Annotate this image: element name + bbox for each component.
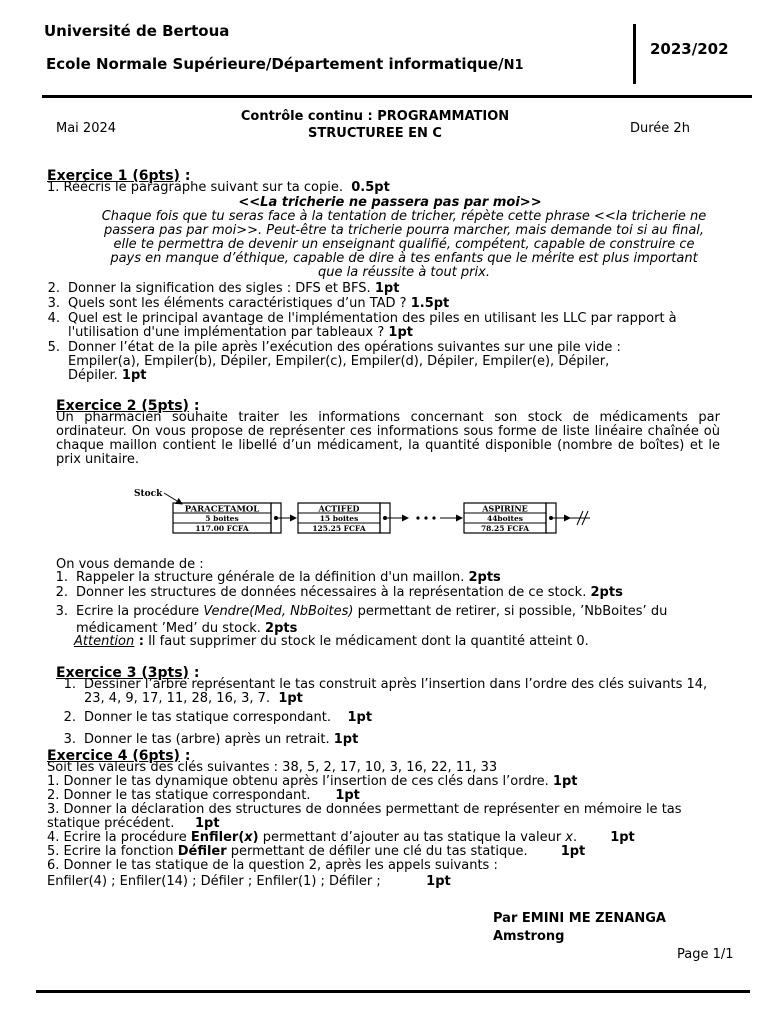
- ex4-q4-text-b: permettant d’ajouter au tas statique la valeur: [258, 830, 566, 845]
- ex1-q3-number: 3.: [47, 296, 60, 311]
- ex3-q1-number: 1.: [63, 677, 76, 692]
- ex4-q2-text: 2. Donner le tas statique correspondant.: [47, 788, 311, 803]
- ex2-q3-text-a: Ecrire la procédure: [76, 604, 204, 619]
- ex4-question-3: [47, 803, 687, 831]
- null-ground-icon: [570, 511, 590, 525]
- quote-title: <<La tricherie ne passera pas par moi>>: [238, 195, 542, 210]
- ellipsis-dots: [416, 516, 435, 519]
- ex1-question-list: [38, 282, 718, 383]
- header-rule: [42, 95, 752, 98]
- university-name: Université de Bertoua: [44, 22, 230, 40]
- ex1-q3-points: 1.5pt: [410, 296, 450, 311]
- ex4-q5-points: 1pt: [560, 844, 586, 859]
- ex2-q3-text-b: permettant de retirer, si possible, ’NbBoites’ du médicament ’Med’ du stock.: [76, 604, 668, 636]
- header-vertical-divider: [633, 24, 636, 84]
- ex1-q2-points: 1pt: [374, 281, 400, 296]
- ex1-question-4: [38, 312, 718, 340]
- ex1-question-2: [38, 282, 718, 296]
- ex2-q3-procedure: Vendre(Med, NbBoites): [203, 604, 354, 619]
- course-title-line-1: Contrôle continu : PROGRAMMATION: [240, 109, 510, 124]
- academic-year: 2023/202: [650, 40, 729, 58]
- ex2-question-list: [46, 571, 718, 637]
- ex1-q4-points: 1pt: [388, 325, 413, 340]
- ex2-q2-number: 2.: [55, 585, 68, 600]
- ex3-question-list: [54, 678, 714, 747]
- attention-label: Attention: [74, 634, 135, 649]
- ex3-q3-points: 1pt: [333, 732, 359, 747]
- node-1-price: 117.00 FCFA: [195, 524, 249, 533]
- ex4-q3-points: 1pt: [195, 816, 220, 831]
- exercise-2-title: Exercice 2 (5pts): [56, 398, 189, 414]
- ex2-question-3: [46, 603, 718, 637]
- school-name: Ecole Normale Supérieure/Département informatique/: [46, 55, 504, 73]
- ex3-question-1: [54, 678, 714, 706]
- stock-label: Stock: [134, 489, 163, 499]
- exercise-4-title: Exercice 4 (6pts): [47, 748, 180, 764]
- ex4-q5-text-a: 5. Ecrire la fonction: [47, 844, 178, 859]
- ex1-q4-number: 4.: [47, 311, 60, 326]
- node-3-name: ASPIRINE: [482, 503, 528, 514]
- ex4-body: [47, 761, 727, 889]
- ex2-question-1: [46, 571, 718, 585]
- quote-body: Chaque fois que tu seras face à la tentation de tricher, répète cette phrase <<la tricherie ne passera pas par moi>>. Peut-être ta tricherie pourra marcher, mais demande toi si au final, elle te permettra de devenir un enseignant qualifié, compétent, capable de construire ce pays en manque d’éthique, capable de dire à tes enfants que le mérite est plus important que la réussite à tout prix.: [101, 209, 707, 280]
- exercise-3-title-colon: :: [188, 665, 200, 681]
- node-3-next-dot: [549, 516, 553, 520]
- node-3-quantity: 44boites: [487, 514, 523, 523]
- node-1-next-dot: [274, 516, 278, 520]
- stock-linked-list-diagram: [120, 482, 610, 540]
- attention-colon: :: [134, 634, 144, 649]
- ex1-q3-text: Quels sont les éléments caractéristiques d’un TAD ?: [68, 296, 407, 311]
- node-2-next-dot: [383, 516, 387, 520]
- node-1-quantity: 5 boites: [205, 514, 239, 523]
- ex2-q1-text: Rappeler la structure générale de la définition d'un maillon.: [76, 570, 465, 585]
- ex1-q4-text: Quel est le principal avantage de l'implémentation des piles en utilisant les LLC par rapport à l'utilisation d'une implémentation par tableaux ?: [68, 311, 677, 340]
- ex3-q3-number: 3.: [63, 732, 76, 747]
- node-2-price: 125.25 FCFA: [312, 524, 366, 533]
- ex2-q3-points: 2pts: [265, 621, 298, 636]
- ex4-q6-points: 1pt: [426, 874, 451, 889]
- ex4-q4-enfiler-close: ): [252, 830, 259, 845]
- exercise-1-title-colon: :: [179, 168, 191, 184]
- exercise-1-title: Exercice 1 (6pts): [47, 168, 180, 184]
- ex3-q2-number: 2.: [63, 710, 76, 725]
- ex4-q1-text: 1. Donner le tas dynamique obtenu après l’insertion de ces clés dans l’ordre.: [47, 774, 549, 789]
- exam-duration: Durée 2h: [630, 121, 690, 136]
- exercise-3-title: Exercice 3 (3pts): [56, 665, 189, 681]
- page-number: Page 1/1: [677, 947, 734, 962]
- ex3-question-2: [54, 711, 714, 725]
- ex1-q5-points: 1pt: [121, 368, 147, 383]
- ex4-q4-param: x: [244, 830, 253, 845]
- ex4-question-1: [47, 775, 727, 789]
- ex4-q4-text-c: .: [573, 830, 578, 845]
- ex2-q1-points: 2pts: [468, 570, 501, 585]
- ex4-q4-enfiler: Enfiler(: [190, 830, 245, 845]
- ex3-q3-text: Donner le tas (arbre) après un retrait.: [84, 732, 330, 747]
- exam-date: Mai 2024: [56, 121, 117, 136]
- ex2-intro: Un pharmacien souhaite traiter les informations concernant son stock de médicaments par ordinateur. On vous propose de représenter ces informations sous forme de liste linéaire chaînée où chaque maillon contient le libellé d’un médicament, la quantité disponible (nombre de boîtes) et le prix unitaire.: [56, 410, 720, 467]
- course-title: [200, 108, 550, 142]
- footer-rule: [36, 990, 750, 993]
- ex4-q1-points: 1pt: [552, 774, 578, 789]
- ex3-q1-text: Dessiner l’arbre représentant le tas construit après l’insertion dans l’ordre des clés suivants 14, 23, 4, 9, 17, 11, 28, 16, 3, 7.: [84, 677, 708, 706]
- ex1-question-5: [38, 341, 638, 383]
- ex4-q4-value: x: [565, 830, 573, 845]
- node-2-quantity: 15 boites: [319, 514, 359, 523]
- list-node-actifed: [298, 503, 390, 533]
- ex4-question-4: [47, 831, 727, 845]
- ex4-question-2: [47, 789, 727, 803]
- ex4-q3-text: 3. Donner la déclaration des structures de données permettant de représenter en mémoire le tas statique précédent.: [47, 802, 682, 831]
- ex1-question-1: [47, 181, 727, 195]
- exercise-2-title-colon: :: [188, 398, 200, 414]
- author-name-line-2: Amstrong: [493, 929, 565, 944]
- ex2-attention: [74, 635, 589, 649]
- attention-text: Il faut supprimer du stock le médicament dont la quantité atteint 0.: [143, 634, 589, 649]
- ex4-intro: Soit les valeurs des clés suivantes : 38, 5, 2, 17, 10, 3, 16, 22, 11, 33: [47, 760, 498, 775]
- ex3-q2-points: 1pt: [347, 710, 373, 725]
- level-label: N1: [503, 58, 524, 73]
- ex2-ask: On vous demande de :: [56, 557, 204, 572]
- ex2-question-2: [46, 586, 718, 600]
- node-3-price: 78.25 FCFA: [480, 524, 530, 533]
- stock-pointer-arrow: [164, 493, 182, 504]
- ex1-question-3: [38, 297, 718, 311]
- list-node-paracetamol: [173, 503, 281, 533]
- ex1-q5-number: 5.: [47, 340, 60, 355]
- node-1-name: PARACETAMOL: [184, 504, 260, 515]
- course-title-line-2: STRUCTUREE EN C: [308, 126, 442, 141]
- exercise-4-title-colon: :: [179, 748, 191, 764]
- ex1-q1-text: Réécris le paragraphe suivant sur ta copie.: [63, 180, 343, 195]
- ex1-q2-text: Donner la signification des sigles : DFS et BFS.: [68, 281, 371, 296]
- ex2-q2-points: 2pts: [590, 585, 623, 600]
- ex2-q1-number: 1.: [55, 570, 68, 585]
- school-department: [46, 55, 524, 73]
- ex4-q5-text-b: permettant de défiler une clé du tas statique.: [226, 844, 528, 859]
- author-block: [493, 910, 666, 944]
- ex4-q6-calls: Enfiler(4) ; Enfiler(14) ; Défiler ; Enfiler(1) ; Défiler ;: [47, 874, 381, 889]
- list-node-aspirine: [464, 503, 556, 533]
- ex2-q2-text: Donner les structures de données nécessaires à la représentation de ce stock.: [76, 585, 587, 600]
- ex1-q1-points: 0.5pt: [351, 180, 390, 195]
- ex4-question-6: 6. Donner le tas statique de la question 2, après les appels suivants :: [47, 858, 498, 873]
- node-2-name: ACTIFED: [318, 503, 360, 514]
- ex1-q1-number: 1.: [47, 180, 60, 195]
- ex3-q1-points: 1pt: [278, 691, 303, 706]
- ex4-q4-points: 1pt: [610, 830, 635, 845]
- ex4-q5-defiler: Défiler: [177, 844, 227, 859]
- ex4-q4-text-a: 4. Ecrire la procédure: [47, 830, 191, 845]
- author-name: Par EMINI ME ZENANGA: [493, 911, 666, 926]
- ex2-q3-number: 3.: [55, 604, 68, 619]
- ex4-q6-calls-line: [47, 875, 727, 889]
- ex1-q5-text: Donner l’état de la pile après l’exécution des opérations suivantes sur une pile vide : Empiler(a), Empiler(b), Dépiler, Empiler(c), Empiler(d), Dépiler, Empiler(e), Dépiler, Dépiler.: [68, 340, 621, 383]
- ex4-q2-points: 1pt: [335, 788, 360, 803]
- ex3-q2-text: Donner le tas statique correspondant.: [84, 710, 331, 725]
- ex1-q2-number: 2.: [47, 281, 60, 296]
- ex4-question-5: [47, 845, 727, 859]
